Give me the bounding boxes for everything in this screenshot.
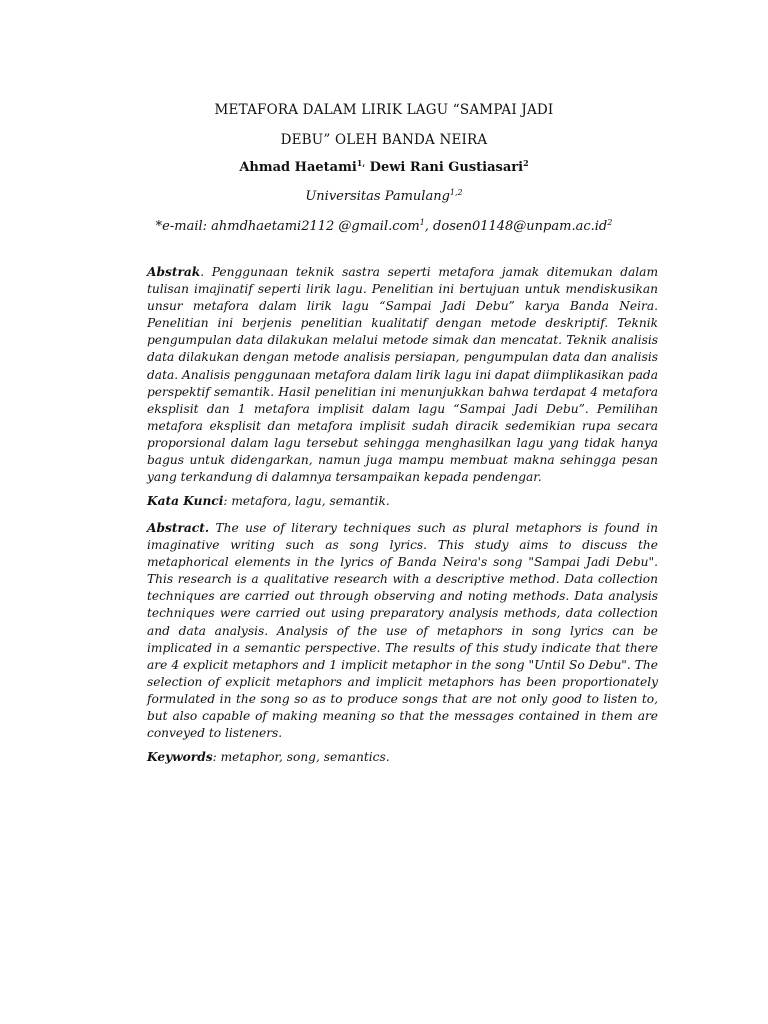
affiliation [0, 189, 768, 204]
keywords-text: : metaphor, song, semantics. [212, 750, 390, 764]
kata-kunci-paragraph [147, 493, 658, 510]
email-mark-2: 2 [607, 218, 613, 227]
keywords-paragraph [147, 749, 658, 766]
abstrak-paragraph [147, 264, 658, 486]
email-line [0, 219, 768, 234]
author-1-affiliation-mark: 1, [356, 158, 366, 168]
author-1-name: Ahmad Haetami [239, 160, 357, 175]
abstract-text: The use of literary techniques such as plural metaphors is found in imaginative writing such as song lyrics. This study aims to discuss the metaphorical elements in the lyrics of Banda Neira's song "Sampai Jadi Debu". This research is a qualitative research with a descriptive method. Data collection techniques are carried out through observing and noting methods. Data analysis techniques were carried out using preparatory analysis methods, data collection and data analysis. Analysis of the use of metaphors in song lyrics can be implicated in a semantic perspective. The results of this study indicate that there are 4 explicit metaphors and 1 implicit metaphor in the song "Until So Debu". The selection of explicit metaphors and implicit metaphors has been proportionately formulated in the song so as to produce songs that are not only good to listen to, but also capable of making meaning so that the messages contained in them are conveyed to listeners. [147, 521, 658, 741]
author-list [0, 160, 768, 175]
author-2-affiliation-mark: 2 [523, 158, 529, 168]
abstrak-label: Abstrak [147, 265, 201, 279]
abstrak-text: . Penggunaan teknik sastra seperti metafora jamak ditemukan dalam tulisan imajinatif seperti lirik lagu. Penelitian ini bertujuan untuk mendiskusikan unsur metafora dalam lirik lagu “Sampai Jadi Debu” karya Banda Neira. Penelitian ini berjenis penelitian kualitatif dengan metode deskriptif. Teknik pengumpulan data dilakukan melalui metode simak dan mencatat. Teknik analisis data dilakukan dengan metode analisis persiapan, pengumpulan data dan analisis data. Analisis penggunaan metafora dalam lirik lagu ini dapat diimplikasikan pada perspektif semantik. Hasil penelitian ini menunjukkan bahwa terdapat 4 metafora eksplisit dan 1 metafora implisit dalam lagu “Sampai Jadi Debu”. Pemilihan metafora eksplisit dan metafora implisit sudah diracik sedemikian rupa secara proporsional dalam lagu tersebut sehingga menghasilkan lagu yang tidak hanya bagus untuk didengarkan, namun juga mampu membuat makna sehingga pesan yang terkandung di dalamnya tersampaikan kepada pendengar. [147, 265, 658, 485]
abstract-paragraph [147, 520, 658, 742]
kata-kunci-label: Kata Kunci [147, 494, 224, 508]
paper-title-line-2: DEBU” OLEH BANDA NEIRA [280, 132, 488, 148]
email-prefix: *e-mail: ahmdhaetami2112 @gmail.com [155, 219, 420, 234]
kata-kunci-text: : metafora, lagu, semantik. [223, 494, 390, 508]
abstract-label: Abstract. [147, 521, 210, 535]
keywords-label: Keywords [147, 750, 213, 764]
author-2-name: Dewi Rani Gustiasari [365, 160, 524, 175]
email-second: , dosen01148@unpam.ac.id [424, 219, 608, 234]
email-mark-1: 1 [419, 218, 425, 227]
affiliation-name: Universitas Pamulang [305, 189, 450, 204]
paper-title-line-1: METAFORA DALAM LIRIK LAGU “SAMPAI JADI [214, 102, 554, 118]
affiliation-mark: 1,2 [449, 188, 463, 197]
